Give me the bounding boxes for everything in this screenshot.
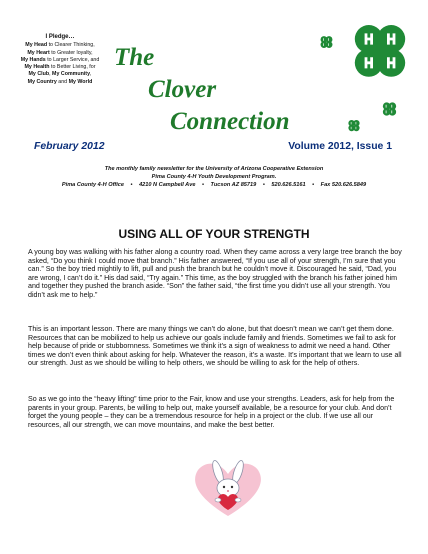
bullet-separator: •: [130, 181, 133, 188]
office-fax: Fax 520.626.5849: [320, 181, 367, 188]
article-paragraph-1: A young boy was walking with his father along a country road. When they came across a very large tree branch the boy asked, “Do you think I could move that branch.” His father answered, “If you use all of your strength, I’m sure that you can.” So the boy tried mightily to lift, pull and push the branch but he couldn’t move it. Discouraged he said, “Dad, you are wrong, I can’t do it.” His dad said, “Try again.” This time, as the boy struggled with the branch his father joined him and together they pushed the branch aside. “Son” the father said, “the first time you didn’t use all your strength. You didn’t ask me to help.”: [28, 248, 402, 299]
pledge-line: My Club, My Community,: [28, 71, 92, 78]
pledge-box: [8, 34, 112, 86]
title-clover: Clover: [148, 76, 217, 103]
bullet-separator: •: [312, 181, 315, 188]
title-the: The: [114, 44, 155, 71]
pledge-line: My Hands to Larger Service, and: [20, 56, 100, 63]
masthead: [0, 166, 428, 189]
office-phone: 520.626.5161: [271, 181, 306, 188]
office-address: 4210 N Campbell Ave: [139, 181, 196, 188]
masthead-line: The monthly family newsletter for the University of Arizona Cooperative Extension: [104, 166, 324, 172]
clover-icon: [380, 100, 399, 119]
issue-row: [34, 141, 392, 152]
article-paragraph-2: This is an important lesson. There are many things we can’t do alone, but that doesn’t mean we can’t get them done. Resources that can be mobilized to help us achieve our goals include family and friends. Sometimes we fail to ask for help because of pride or stubbornness. Sometimes we think it’s a sign of weakness to admit we need a hand. Other times we don’t even think about asking for help. Whatever the reason, it’s a waste. It’s important that we learn to use all our strength. Just as we should be willing to help others, we should be willing to ask for the help of others.: [28, 325, 402, 368]
pledge-line: My Head to Clearer Thinking,: [25, 42, 95, 49]
clover-icon: [346, 118, 362, 134]
office-city: Tucson AZ 85719: [210, 181, 257, 188]
pledge-heading: I Pledge…: [45, 34, 75, 40]
pledge-line: My Heart to Greater loyalty,: [27, 49, 93, 56]
office-name: Pima County 4-H Office: [61, 181, 124, 188]
issue-volume: Volume 2012, Issue 1: [288, 141, 392, 152]
contact-line: [0, 182, 428, 190]
bullet-separator: •: [202, 181, 204, 188]
clover-icon: [318, 34, 335, 51]
bullet-separator: •: [262, 181, 265, 188]
pledge-line: My Country and My World: [27, 78, 93, 85]
4h-clover-icon: [345, 18, 415, 88]
issue-date: February 2012: [34, 141, 105, 152]
bunny-heart-illustration: [188, 458, 268, 520]
article-paragraph-3: So as we go into the “heavy lifting” time prior to the Fair, know and use your strengths. Leaders, ask for help from the parents in your group. Parents, be willing to help out, make yourself available, be a resource for your club. And don’t forget the young people – they can be a tremendous resource for help in a project or the club. If we use all our resources, all our strength, we can move mountains, and make the best better.: [28, 395, 395, 429]
pledge-line: My Health to Better Living, for: [24, 64, 96, 71]
masthead-line: Pima County 4-H Youth Development Program.: [151, 173, 277, 180]
article-headline: USING ALL OF YOUR STRENGTH: [118, 227, 310, 241]
title-connection: Connection: [170, 108, 290, 135]
